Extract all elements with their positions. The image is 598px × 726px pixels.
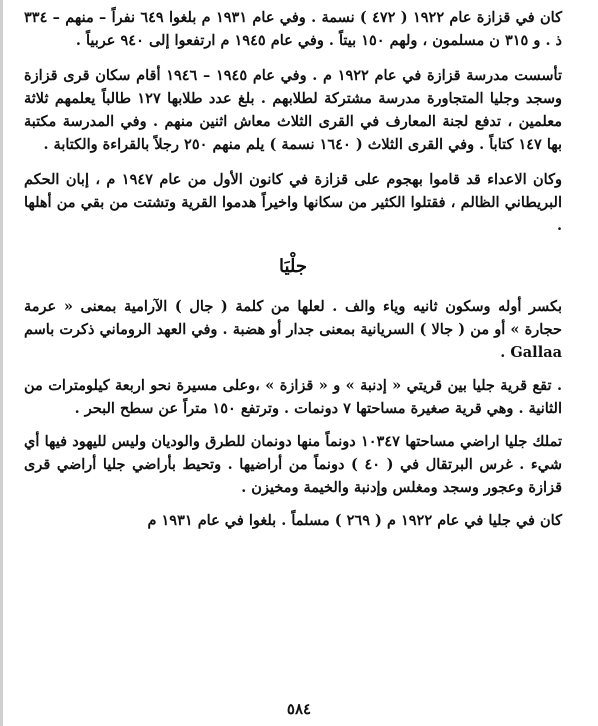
section-heading-julis: جلْيَا (278, 256, 307, 277)
paragraph-etymology: بكسر أوله وسكون ثانيه وياء والف . لعلها من كلمة ( جال ) الآرامية بمعنى « عرمة حجارة » أو من ( جالا ) السريانية بمعنى جدار أو هضبة . وفي العهد الروماني ذكرت باسم Gallaa . (24, 298, 562, 361)
page-number: ٥٨٤ (286, 700, 312, 718)
paragraph-school-qazaza: تأسست مدرسة قزازة في عام ١٩٢٢ م . وفي عام ١٩٤٥ – ١٩٤٦ أقام سكان قرى قزازة وسجد وجليا المتجاورة مدرسة مشتركة لطلابهم . بلغ عدد طلابها ١٢٧ طالباً يعلمهم ثلاثة معلمين ، تدفع لجنة المعارف في القرى الثلاث معاش اثنين منهم . وفي المدرسة مكتبة بها ١٤٧ كتاباً . وفي القرى الثلاث ( ١٦٤٠ نسمة ) يلم منهم ٢٥٠ رجلاً بالقراءة والكتابة . (24, 67, 562, 153)
paragraph-lands: تملك جليا اراضي مساحتها ١٠٣٤٧ دونماً منها دونمان للطرق والوديان وليس لليهود فيها أي شيء . غرس البرتقال في ( ٤٠ ) دونماً من أراضيها . وتحيط بأراضي جليا أراضي قرى قزازة وعجور وسجد ومغلس وإدنبة والخيمة ومخيزن . (24, 433, 562, 496)
paragraph-attack-qazaza: وكان الاعداء قد قاموا بهجوم على قزازة في كانون الأول من عام ١٩٤٧ م ، إبان الحكم البريطاني الظالم ، فقتلوا الكثير من سكانها واخيراً هدموا القرية وتشتت من بقي من أهلها . (24, 171, 562, 234)
paragraph-location: . تقع قرية جليا بين قريتي « إدنبة » و « قزازة » ،وعلى مسيرة نحو اربعة كيلومترات من الثانية . وهي قرية صغيرة مساحتها ٧ دونمات . وترتفع ١٥٠ متراً عن سطح البحر . (24, 377, 562, 417)
paragraph-population-julis: كان في جليا في عام ١٩٢٢ م ( ٢٦٩ ) مسلماً . بلغوا في عام ١٩٣١ م (147, 512, 562, 529)
paragraph-population-qazaza: كان في قزازة عام ١٩٢٢ ( ٤٧٢ ) نسمة . وفي عام ١٩٣١ م بلغوا ٦٤٩ نفراً – منهم – ٣٣٤ ذ . و ٣١٥ ن مسلمون ، ولهم ١٥٠ بيتاً . وفي عام ١٩٤٥ م ارتفعوا إلى ٩٤٠ عربياً . (24, 9, 562, 49)
